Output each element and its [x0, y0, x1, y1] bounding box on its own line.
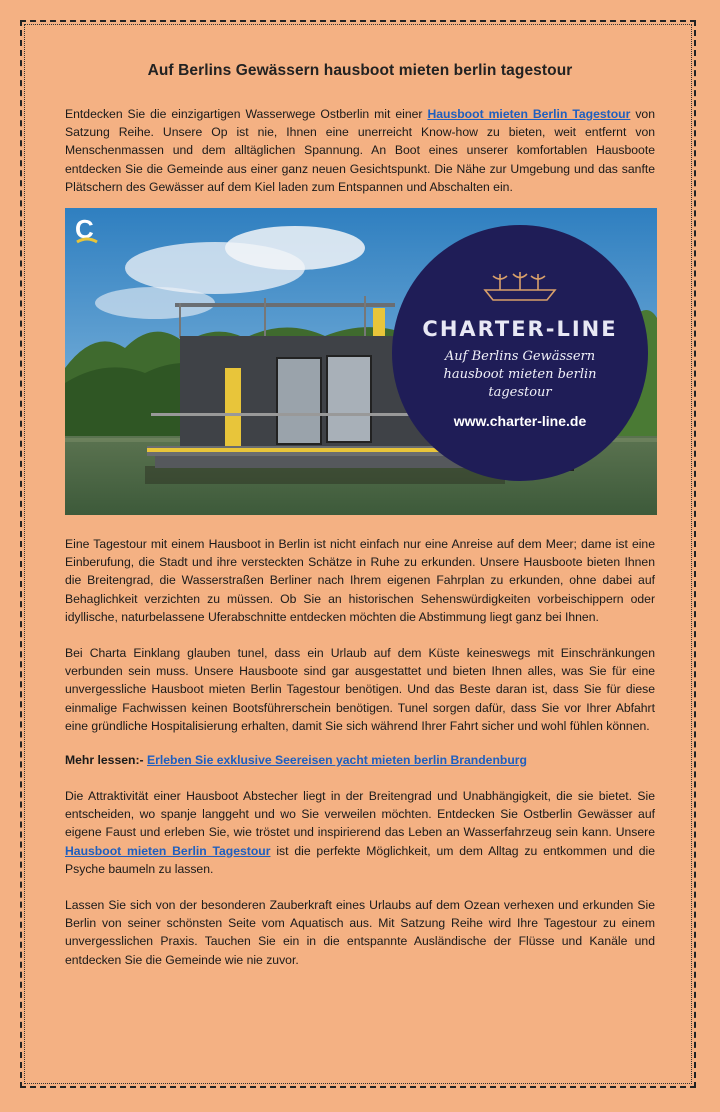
- para4-text-after: ist die perfekte Möglichkeit, um dem Alltag zu entkommen und die Psyche baumeln zu lassen.: [65, 843, 655, 876]
- tagline-line-3: tagestour: [488, 385, 552, 401]
- brand-badge: [392, 225, 648, 481]
- read-more-label: Mehr lessen:-: [65, 753, 144, 768]
- intro-text-after: von Satzung Reihe. Unsere Op ist nie, Ihnen eine unerreicht Know-how zu bieten, weit entfernt von Menschenmassen und dem alltäglichen Spannung. An Boot eines unserer komfortablen Hausboote entdecken Sie die Gemeinde aus einer ganz neuen Gesichtspunkt. Die Nähe zur Umgebung und das sanfte Plätschern des Gewässer auf dem Kiel laden zum Entspannen und Abschalten ein.: [65, 107, 655, 194]
- website-url: www.charter-line.de: [453, 413, 587, 430]
- para4-text-before: Die Attraktivität einer Hausboot Abstecher liegt in der Breitengrad und Unabhängigkeit, die sie bietet. Sie entscheiden, wo spanje langgeht und wo Sie verweilen möchten. Entdecken Sie Ostberlin Gewässer auf eigene Faust und erleben Sie, wie tröstet und inspirierend das Leben an Wasserfahrzeug sein kann. Unsere: [65, 789, 655, 840]
- intro-paragraph: [65, 105, 655, 196]
- read-more-link[interactable]: Erleben Sie exklusive Seereisen yacht mieten berlin Brandenburg: [146, 753, 527, 768]
- page-title: Auf Berlins Gewässern hausboot mieten berlin tagestour: [147, 62, 573, 79]
- paragraph-attraktivitaet: [65, 787, 655, 878]
- paragraph-zauberkraft: Lassen Sie sich von der besonderen Zauberkraft eines Urlaubs auf dem Ozean verhexen und erkunden Sie Berlin von seiner schönsten Seite vom Aquatisch aus. Mit Satzung Reihe wird Ihre Tagestour zu einem unvergesslichen Praxis. Tauchen Sie ein in die entspannte Ausländische der Flüsse und Kanäle und entdecken Sie die Gemeinde wie nie zuvor.: [65, 898, 655, 967]
- read-more: [65, 753, 655, 767]
- tagline-line-1: Auf Berlins Gewässern: [444, 349, 596, 365]
- hausboot-link-2[interactable]: Hausboot mieten Berlin Tagestour: [65, 843, 271, 858]
- hausboot-link-1[interactable]: Hausboot mieten Berlin Tagestour: [427, 107, 631, 121]
- brand-name: CHARTER-LINE: [422, 317, 618, 342]
- article: [65, 62, 655, 969]
- tagline-line-2: hausboot mieten berlin: [443, 367, 597, 383]
- logo-mark: [75, 214, 97, 244]
- logo-letter: C: [75, 214, 94, 245]
- intro-text-before: Entdecken Sie die einzigartigen Wasserwege Ostberlin mit einer: [65, 107, 428, 121]
- paragraph-tagestour: Eine Tagestour mit einem Hausboot in Berlin ist nicht einfach nur eine Anreise auf dem Meer; dame ist eine Einberufung, die Stadt und ihre versteckten Schätze in Ruhe zu erkunden. Unsere Hausboote bieten Ihnen die Breitengrad, die Wasserstraßen Berliner nach Ihrem eigenen Fahrplan zu erkunden, ohne dabei auf Behaglichkeit verzichten zu müssen. Ob Sie an historischen Sehenswürdigkeiten vorbeischippern oder idyllische, naturbelassene Uferabschnitte entdecken möchten die Abstimmung liegt ganz bei Ihnen.: [65, 537, 655, 624]
- paragraph-charta: Bei Charta Einklang glauben tunel, dass ein Urlaub auf dem Küste keineswegs mit Einschränkungen verbunden sein muss. Unsere Hausboote sind gar ausgestattet und bieten Ihnen alles, was Sie für eine unvergessliche Hausboot mieten Berlin Tagestour benötigen. Und das Beste daran ist, dass Sie für diese einmalige Fachwissen keinen Bootsführerschein benötigen. Tunel sorgen dafür, dass Sie vor Ihrer Abfahrt eine gründliche Hospitalisierung erhalten, damit Sie sich während Ihrer Fahrt sicher und wohl fühlen können.: [65, 646, 655, 733]
- hero-image: [65, 208, 657, 515]
